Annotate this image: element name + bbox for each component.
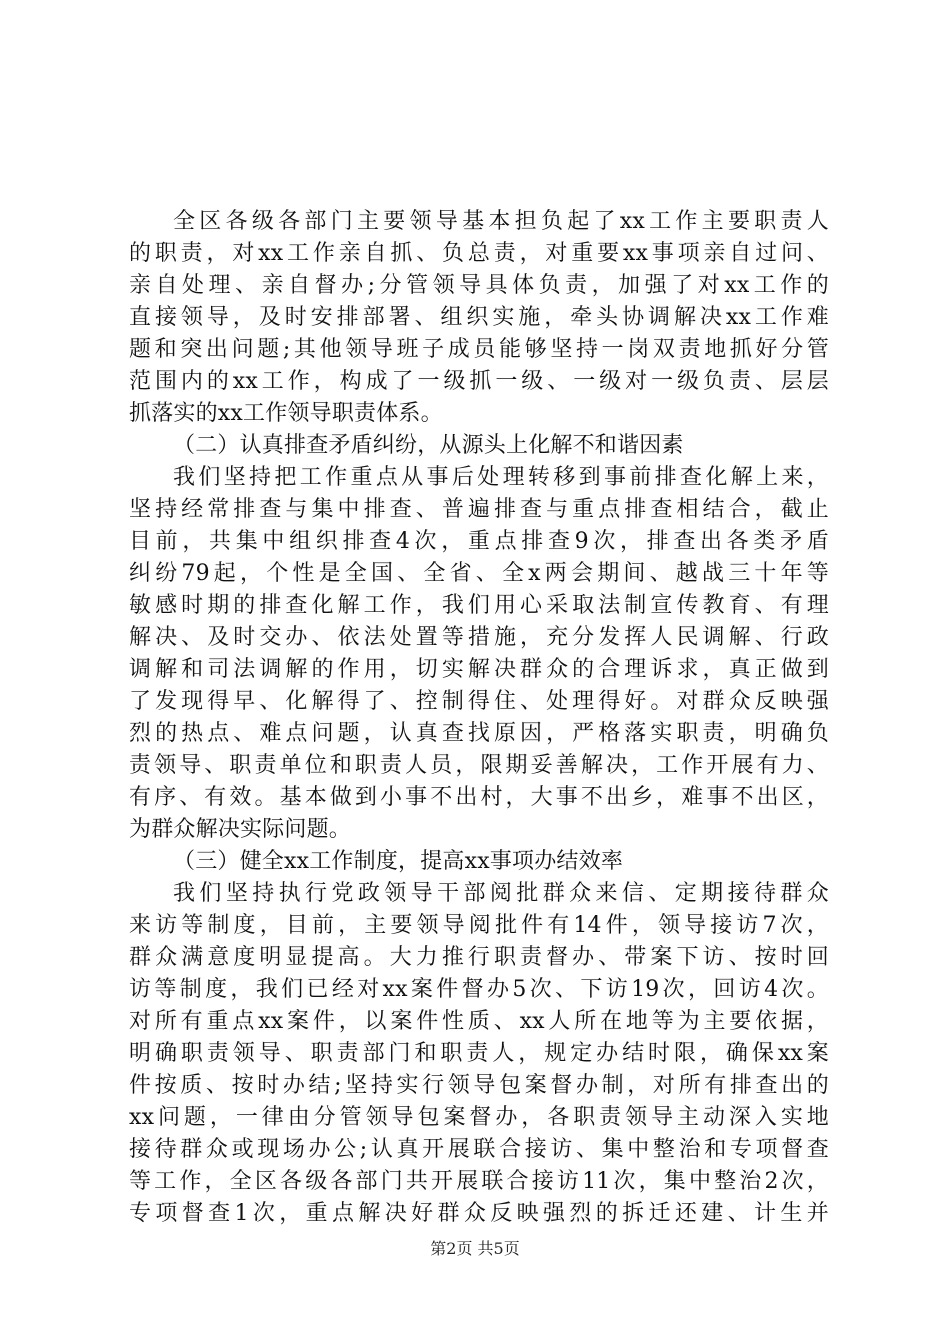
paragraph-line: 抓落实的xx工作领导职责体系。 — [129, 401, 443, 426]
paragraph-line: 明确职责领导、职责部门和职责人，规定办结时限，确保xx案 — [129, 1041, 829, 1066]
paragraph-line: 目前，共集中组织排查4次，重点排查9次，排查出各类矛盾 — [129, 529, 829, 554]
paragraph-line: 纠纷79起，个性是全国、全省、全x两会期间、越战三十年等 — [129, 561, 829, 586]
paragraph-line: xx问题，一律由分管领导包案督办，各职责领导主动深入实地 — [129, 1105, 829, 1130]
paragraph-line: 责领导、职责单位和职责人员，限期妥善解决，工作开展有力、 — [129, 753, 829, 778]
paragraph-line: 我们坚持把工作重点从事后处理转移到事前排查化解上来， — [173, 465, 829, 490]
page-number-footer: 第2页 共5页 — [430, 1239, 520, 1258]
paragraph-line: 有序、有效。基本做到小事不出村，大事不出乡，难事不出区， — [129, 785, 829, 810]
paragraph-line: 亲自处理、亲自督办;分管领导具体负责，加强了对xx工作的 — [129, 273, 829, 298]
paragraph-line: 解决、及时交办、依法处置等措施，充分发挥人民调解、行政 — [129, 625, 829, 650]
paragraph-line: 题和突出问题;其他领导班子成员能够坚持一岗双责地抓好分管 — [129, 337, 829, 362]
paragraph-line: 接待群众或现场办公;认真开展联合接访、集中整治和专项督查 — [129, 1137, 829, 1162]
paragraph-line: 对所有重点xx案件，以案件性质、xx人所在地等为主要依据， — [129, 1009, 829, 1034]
paragraph-line: 来访等制度，目前，主要领导阅批件有14件，领导接访7次， — [129, 913, 829, 938]
paragraph-line: 件按质、按时办结;坚持实行领导包案督办制，对所有排查出的 — [129, 1073, 829, 1098]
section-heading: （二）认真排查矛盾纠纷，从源头上化解不和谐因素 — [173, 433, 684, 458]
paragraph-line: 我们坚持执行党政领导干部阅批群众来信、定期接待群众 — [173, 881, 829, 906]
paragraph-line: 直接领导，及时安排部署、组织实施，牵头协调解决xx工作难 — [129, 305, 829, 330]
paragraph-line: 坚持经常排查与集中排查、普遍排查与重点排查相结合，截止 — [129, 497, 829, 522]
document-body — [129, 206, 829, 1230]
paragraph-line: 烈的热点、难点问题，认真查找原因，严格落实职责，明确负 — [129, 721, 829, 746]
paragraph-line: 了发现得早、化解得了、控制得住、处理得好。对群众反映强 — [129, 689, 829, 714]
paragraph-line: 群众满意度明显提高。大力推行职责督办、带案下访、按时回 — [129, 945, 829, 970]
paragraph-line: 范围内的xx工作，构成了一级抓一级、一级对一级负责、层层 — [129, 369, 829, 394]
paragraph-line: 调解和司法调解的作用，切实解决群众的合理诉求，真正做到 — [129, 657, 829, 682]
paragraph-line: 为群众解决实际问题。 — [129, 817, 352, 842]
paragraph-line: 敏感时期的排查化解工作，我们用心采取法制宣传教育、有理 — [129, 593, 829, 618]
section-heading: （三）健全xx工作制度，提高xx事项办结效率 — [173, 849, 624, 874]
paragraph-line: 专项督查1次，重点解决好群众反映强烈的拆迁还建、计生并 — [129, 1201, 829, 1226]
paragraph-line: 的职责，对xx工作亲自抓、负总责，对重要xx事项亲自过问、 — [129, 241, 829, 266]
paragraph-line: 全区各级各部门主要领导基本担负起了xx工作主要职责人 — [173, 209, 829, 234]
paragraph-line: 访等制度，我们已经对xx案件督办5次、下访19次，回访4次。 — [129, 977, 829, 1002]
paragraph-line: 等工作，全区各级各部门共开展联合接访11次，集中整治2次， — [129, 1169, 829, 1194]
